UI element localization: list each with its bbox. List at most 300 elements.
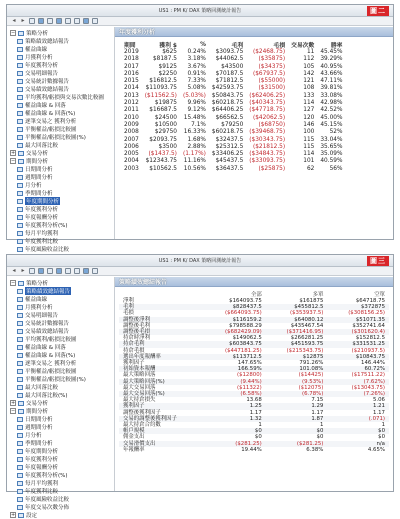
table-cell: (9.44%) xyxy=(204,379,266,385)
row-label: 2008 xyxy=(124,129,139,136)
performance-summary-table xyxy=(119,290,389,453)
open-icon[interactable] xyxy=(29,268,35,274)
table-cell: $60218.75 xyxy=(211,129,244,136)
report-icon xyxy=(17,239,23,244)
report-window-annual xyxy=(6,4,394,253)
table-row xyxy=(121,71,345,78)
toolbar xyxy=(7,267,393,276)
figure-badge: 圖三 xyxy=(367,256,389,266)
table-row xyxy=(121,64,345,71)
column-header[interactable]: 毛損 xyxy=(273,43,286,49)
table-cell: $12343.75 xyxy=(145,158,177,165)
table-cell: ($55000) xyxy=(258,78,286,85)
annual-profit-table xyxy=(121,40,345,173)
table-row xyxy=(121,158,345,165)
table-cell: ($62406.25) xyxy=(249,92,286,99)
collapse-icon[interactable]: − xyxy=(11,280,16,286)
export-icon[interactable] xyxy=(65,268,71,274)
report-icon xyxy=(17,207,23,212)
row-label: 調整後獲利因子 xyxy=(123,409,161,416)
table-cell: 114 xyxy=(303,100,315,107)
tree-node-label: 最大回落比較(%) xyxy=(25,393,68,399)
column-header[interactable]: 空單 xyxy=(374,292,385,298)
table-cell: $0 xyxy=(204,428,266,434)
tree-node[interactable] xyxy=(7,343,114,351)
report-icon xyxy=(17,47,23,52)
tree-node[interactable] xyxy=(7,287,114,295)
table-cell: (7.26%) xyxy=(327,391,389,397)
table-cell: ($12075) xyxy=(298,384,324,391)
table-cell: $64080.12 xyxy=(266,317,328,323)
table-cell: ($34375) xyxy=(258,63,286,70)
tree-node[interactable] xyxy=(7,149,114,157)
row-label: 調整後毛損 xyxy=(119,329,204,335)
row-label: 淨利 xyxy=(123,298,134,304)
copy-icon[interactable] xyxy=(56,268,62,274)
report-icon xyxy=(17,247,23,252)
table-cell: ($210937.5) xyxy=(351,347,385,354)
tree-node[interactable] xyxy=(7,197,114,205)
report-icon xyxy=(17,417,23,422)
tree-node[interactable] xyxy=(7,335,114,343)
tree-node[interactable] xyxy=(7,125,114,133)
tree-node[interactable] xyxy=(7,61,114,69)
report-icon xyxy=(17,215,23,220)
export-icon[interactable] xyxy=(65,18,71,24)
table-cell: 2.88% xyxy=(187,143,206,150)
table-cell: 47.11% xyxy=(320,78,343,85)
tree-node[interactable] xyxy=(7,245,114,253)
tree-node-label: 週期間分析 xyxy=(25,425,53,431)
table-cell: 33.04% xyxy=(320,136,343,143)
tree-node-label: 權益曲線 & 回落(%) xyxy=(25,111,76,117)
report-icon xyxy=(17,313,23,318)
table-cell: (9.53%) xyxy=(266,379,328,385)
table-cell: 101 xyxy=(303,158,315,165)
forward-arrow-icon[interactable]: ▸ xyxy=(21,267,25,274)
table-cell: 11.16% xyxy=(183,158,206,165)
expand-icon[interactable]: + xyxy=(11,512,16,518)
tree-node[interactable] xyxy=(7,213,114,221)
tree-node-label: 策略分析 xyxy=(26,281,49,287)
window-titlebar xyxy=(7,255,393,267)
table-cell: $798588.29 xyxy=(229,322,262,329)
tree-node[interactable] xyxy=(7,85,114,93)
back-arrow-icon[interactable]: ◂ xyxy=(12,267,16,274)
tree-node[interactable] xyxy=(7,431,114,439)
table-cell: ($2468.75) xyxy=(252,49,286,55)
tree-node[interactable] xyxy=(7,495,114,503)
report-icon xyxy=(17,305,23,310)
table-row xyxy=(121,85,345,92)
column-header[interactable]: 獲利 $ xyxy=(159,43,177,49)
tree-node-label: 每月平均獲利 xyxy=(25,481,59,487)
tree-node[interactable] xyxy=(7,189,114,197)
tree-node[interactable] xyxy=(7,367,114,375)
report-icon xyxy=(17,119,23,124)
tree-node[interactable] xyxy=(7,295,114,303)
column-header[interactable]: 多單 xyxy=(312,292,324,298)
tree-node[interactable] xyxy=(7,69,114,77)
tree-node[interactable] xyxy=(7,53,114,61)
tree-node-label: 最大回落比較 xyxy=(25,385,59,391)
table-cell: 45.45% xyxy=(320,49,343,55)
tree-node-label: 交易績效總結報告 xyxy=(25,87,70,93)
column-header[interactable]: 全部 xyxy=(250,292,262,298)
tree-node[interactable] xyxy=(7,439,114,447)
row-label: 2015 xyxy=(124,78,139,85)
table-cell: $3500 xyxy=(158,143,177,150)
table-cell: 0.91% xyxy=(187,70,206,77)
tree-node[interactable] xyxy=(7,229,114,237)
folder-icon xyxy=(18,159,24,164)
collapse-icon[interactable]: − xyxy=(11,408,16,414)
folder-icon xyxy=(18,281,24,286)
table-cell: 105 xyxy=(303,63,315,70)
table-cell: 10.56% xyxy=(183,165,206,172)
table-cell: $11093.75 xyxy=(145,85,177,92)
folder-icon xyxy=(18,31,24,36)
table-cell: 40.95% xyxy=(320,63,343,70)
table-row xyxy=(121,129,345,136)
settings-icon[interactable] xyxy=(83,18,89,24)
help-icon[interactable] xyxy=(92,268,98,274)
tree-node[interactable] xyxy=(7,359,114,367)
report-icon xyxy=(17,433,23,438)
report-icon xyxy=(17,329,23,334)
tree-node-label: 權益曲線 & 回落 xyxy=(25,103,66,109)
tree-node[interactable] xyxy=(7,479,114,487)
table-cell: ($35875) xyxy=(258,56,286,63)
table-cell: 9.12% xyxy=(187,107,206,114)
table-cell: ($215343.75) xyxy=(286,347,324,354)
expand-icon[interactable]: + xyxy=(11,150,16,156)
window-title: US1 : PM K/ DAX 策略回測統計報告 xyxy=(158,8,242,14)
table-cell: 9.96% xyxy=(187,100,206,107)
table-cell: $33406.25 xyxy=(211,151,244,158)
tree-node-label: 交易明細報告 xyxy=(25,71,59,77)
table-cell: $36437.5 xyxy=(215,165,244,172)
table-cell: 39.29% xyxy=(320,56,343,63)
tree-node[interactable] xyxy=(7,327,114,335)
row-label: 持倉時淨利 xyxy=(123,335,150,342)
table-cell: 115 xyxy=(303,143,315,150)
tree-node[interactable] xyxy=(7,181,114,189)
row-label: 2016 xyxy=(124,70,139,77)
tree-node-label: 平均獲利/虧損比較圖 xyxy=(25,337,77,343)
table-cell: $43500 xyxy=(221,63,244,70)
table-cell: 146 xyxy=(303,121,315,128)
table-cell: ($17511.22) xyxy=(351,372,385,379)
row-label: 2005 xyxy=(124,151,139,158)
report-icon xyxy=(17,497,23,502)
tree-node[interactable] xyxy=(7,133,114,141)
expand-icon[interactable]: + xyxy=(11,400,16,406)
report-icon xyxy=(17,95,23,100)
report-icon xyxy=(17,127,23,132)
tree-node[interactable] xyxy=(7,77,114,85)
tree-node[interactable] xyxy=(7,511,114,519)
table-cell: ($39468.75) xyxy=(249,129,286,136)
tree-node[interactable] xyxy=(7,303,114,311)
tree-node[interactable] xyxy=(7,319,114,327)
table-cell: ($308156.25) xyxy=(348,310,385,317)
table-row xyxy=(121,107,345,114)
row-label: 毛利 xyxy=(119,304,204,310)
table-cell: 7.15 xyxy=(311,397,324,404)
table-cell: ($281.25) xyxy=(204,441,266,447)
tree-node[interactable] xyxy=(7,423,114,431)
table-cell: 6.38% xyxy=(306,446,324,453)
row-label: 2018 xyxy=(124,56,139,63)
forward-arrow-icon[interactable]: ▸ xyxy=(21,17,25,24)
table-cell: $0 xyxy=(254,434,262,441)
report-icon xyxy=(17,103,23,108)
row-label: 最大策略回落(%) xyxy=(119,379,204,385)
tree-node[interactable] xyxy=(7,101,114,109)
table-cell: $29750 xyxy=(154,129,177,136)
tree-node[interactable] xyxy=(7,375,114,383)
tree-node[interactable] xyxy=(7,455,114,463)
tree-node[interactable] xyxy=(7,407,114,415)
report-icon xyxy=(17,39,23,44)
tree-node[interactable] xyxy=(7,157,114,165)
table-cell: $64718.75 xyxy=(355,298,385,304)
table-cell: ($682429.09) xyxy=(204,329,266,335)
table-cell: 1.17 xyxy=(249,409,262,416)
tree-node-label: 權益曲線 & 回落(%) xyxy=(25,353,76,359)
tree-node-label: 年度風險收益比較 xyxy=(25,497,70,503)
tree-node[interactable] xyxy=(7,487,114,495)
table-cell: 791.26% xyxy=(299,360,324,367)
tree-node[interactable] xyxy=(7,37,114,45)
collapse-icon[interactable]: − xyxy=(11,158,16,164)
table-row xyxy=(121,100,345,107)
tree-node[interactable] xyxy=(7,447,114,455)
table-cell: 101.08% xyxy=(266,366,328,372)
row-label: 獲利因子 xyxy=(119,403,204,409)
table-cell: 1.17 xyxy=(311,409,324,416)
chart-icon[interactable] xyxy=(74,268,80,274)
table-row xyxy=(121,137,345,144)
tree-node-label: 每月平均獲利 xyxy=(25,231,59,237)
column-header[interactable]: 期間 xyxy=(124,43,136,49)
report-icon xyxy=(17,231,23,236)
tree-node-label: 年度風險收益比較 xyxy=(25,247,70,253)
window-titlebar xyxy=(7,5,393,17)
row-label: 最大持倉合約數 xyxy=(123,422,161,429)
column-header[interactable]: 毛利 xyxy=(231,43,244,49)
table-row xyxy=(121,144,345,151)
table-cell: $372875 xyxy=(327,304,389,310)
table-cell: ($11322) xyxy=(236,384,262,391)
copy-icon[interactable] xyxy=(56,18,62,24)
table-cell: 13.68 xyxy=(246,397,262,404)
column-header[interactable]: % xyxy=(200,41,206,48)
table-cell: ($1437.5) xyxy=(148,151,177,158)
tree-node-label: 季期間分析 xyxy=(25,441,53,447)
table-cell: 42.98% xyxy=(320,100,343,107)
tree-node[interactable] xyxy=(7,471,114,479)
table-row xyxy=(121,166,345,173)
row-label: 2010 xyxy=(124,114,139,121)
row-label: 持倉毛損 xyxy=(123,347,145,354)
open-icon[interactable] xyxy=(29,18,35,24)
table-cell: 40.59% xyxy=(320,158,343,165)
row-label: 調整後毛利 xyxy=(123,322,150,329)
table-cell: 42.52% xyxy=(320,107,343,114)
tree-node[interactable] xyxy=(7,391,114,399)
table-cell: 1.87 xyxy=(266,416,328,422)
table-cell: 146.44% xyxy=(361,360,385,367)
tree-node[interactable] xyxy=(7,117,114,125)
tree-node[interactable] xyxy=(7,141,114,149)
table-cell: 1 xyxy=(319,422,324,429)
settings-icon[interactable] xyxy=(83,268,89,274)
save-icon[interactable] xyxy=(38,18,44,24)
table-row xyxy=(121,49,345,56)
tree-node[interactable] xyxy=(7,351,114,359)
report-icon xyxy=(17,361,23,366)
collapse-icon[interactable]: − xyxy=(11,30,16,36)
report-icon xyxy=(17,167,23,172)
figure-badge: 圖二 xyxy=(367,6,389,16)
tree-node-label: 月分析 xyxy=(25,433,42,439)
tree-node-label: 期間分析 xyxy=(26,409,49,415)
tree-node-label: 年度獲利比較 xyxy=(25,489,59,495)
report-icon xyxy=(17,289,23,294)
row-label: 2006 xyxy=(124,143,139,150)
row-label: 年報酬率 xyxy=(123,446,145,453)
tree-node[interactable] xyxy=(7,109,114,117)
tree-node[interactable] xyxy=(7,415,114,423)
tree-node[interactable] xyxy=(7,383,114,391)
table-cell: $161875 xyxy=(299,298,324,304)
tree-node-label: 月分析 xyxy=(25,183,42,189)
table-cell: ($21812.5) xyxy=(252,143,286,150)
table-cell: $149062.5 xyxy=(232,335,262,342)
table-cell: 121 xyxy=(303,78,315,85)
table-cell: $625 xyxy=(162,49,177,55)
table-cell: ($68750) xyxy=(258,121,286,128)
back-arrow-icon[interactable]: ◂ xyxy=(12,17,16,24)
table-cell: ($47718.75) xyxy=(249,107,286,114)
table-cell: $64406.25 xyxy=(211,107,244,114)
row-label: 2009 xyxy=(124,121,139,128)
tree-node[interactable] xyxy=(7,399,114,407)
column-header[interactable]: 交易次數 xyxy=(291,43,315,49)
tree-node-label: 期間分析 xyxy=(26,159,49,165)
table-cell: $116159.2 xyxy=(204,317,266,323)
folder-icon xyxy=(18,513,24,518)
table-cell: 45.00% xyxy=(320,114,343,121)
table-cell: $10500 xyxy=(154,121,177,128)
table-cell: 4.65% xyxy=(367,446,385,453)
column-header[interactable] xyxy=(119,290,204,298)
table-cell: $455812.5 xyxy=(266,304,328,310)
table-cell: $32437.5 xyxy=(215,136,244,143)
table-cell: (6.78%) xyxy=(266,391,328,397)
print-icon[interactable] xyxy=(47,18,53,24)
table-cell: (1.17%) xyxy=(182,151,206,158)
help-icon[interactable] xyxy=(92,18,98,24)
tree-node[interactable] xyxy=(7,29,114,37)
tree-node[interactable] xyxy=(7,503,114,511)
tree-node[interactable] xyxy=(7,221,114,229)
tree-node-label: 交易統計數據報告 xyxy=(25,79,70,85)
table-cell: (5.03%) xyxy=(182,92,206,99)
tree-node[interactable] xyxy=(7,237,114,245)
table-cell: 35.65% xyxy=(320,143,343,150)
print-icon[interactable] xyxy=(47,268,53,274)
report-icon xyxy=(17,393,23,398)
table-cell: ($13043.75) xyxy=(351,384,385,391)
tree-node-label: 逐筆交易之 獲利分析 xyxy=(25,361,77,367)
table-cell: $0 xyxy=(327,428,389,434)
table-cell: $50843.75 xyxy=(211,92,244,99)
table-cell: $19875 xyxy=(154,100,177,107)
table-row xyxy=(121,115,345,122)
save-icon[interactable] xyxy=(38,268,44,274)
table-cell: $79250 xyxy=(221,121,244,128)
table-cell: $45437.5 xyxy=(215,158,244,165)
table-cell: 127 xyxy=(303,107,315,114)
table-cell: 142 xyxy=(303,70,315,77)
tree-node-label: 逐筆交易之 獲利分析 xyxy=(25,119,77,125)
tree-node[interactable] xyxy=(7,463,114,471)
table-cell: ($30343.75) xyxy=(249,136,286,143)
table-cell: 133 xyxy=(303,92,315,99)
table-cell: $0 xyxy=(316,434,324,441)
tree-node[interactable] xyxy=(7,311,114,319)
tree-node-label: 年度獲利分析(%) xyxy=(25,473,68,479)
tree-node[interactable] xyxy=(7,93,114,101)
report-icon xyxy=(17,199,23,204)
tree-node-label: 設定 xyxy=(26,513,38,519)
tree-node[interactable] xyxy=(7,205,114,213)
tree-node[interactable] xyxy=(7,165,114,173)
tree-node-label: 平衡權益/虧損比較圖 xyxy=(25,127,77,133)
table-cell: 19.44% xyxy=(241,446,262,453)
tree-node[interactable] xyxy=(7,173,114,181)
report-pane xyxy=(115,277,393,491)
table-cell: 1.25 xyxy=(204,403,266,409)
table-cell: 7.1% xyxy=(191,121,206,128)
report-window-summary xyxy=(6,254,394,519)
folder-icon xyxy=(18,401,24,406)
tree-node[interactable] xyxy=(7,45,114,53)
table-cell: 1 xyxy=(258,422,262,429)
tree-node-label: 年度獲利分析 xyxy=(25,207,59,213)
table-cell: $435467.54 xyxy=(290,322,324,329)
table-cell: $10843.75 xyxy=(327,354,389,360)
tree-node-label: 權益曲線 xyxy=(25,297,48,303)
tree-node-label: 交易績效總結報告 xyxy=(25,329,70,335)
tree-node[interactable] xyxy=(7,279,114,287)
report-icon xyxy=(17,191,23,196)
row-label: 2012 xyxy=(124,100,139,107)
row-label: 最大策略回落 xyxy=(123,372,156,379)
column-header[interactable]: 勝率 xyxy=(330,43,343,49)
tree-node-label: 交易分析 xyxy=(26,401,49,407)
chart-icon[interactable] xyxy=(74,18,80,24)
table-cell: ($33093.75) xyxy=(249,158,286,165)
tree-node-label: 權益曲線 xyxy=(25,47,48,53)
tree-node-label: 策略績效總結報告 xyxy=(25,39,70,45)
table-cell: 147.65% xyxy=(237,360,262,367)
report-icon xyxy=(17,425,23,430)
report-icon xyxy=(17,385,23,390)
